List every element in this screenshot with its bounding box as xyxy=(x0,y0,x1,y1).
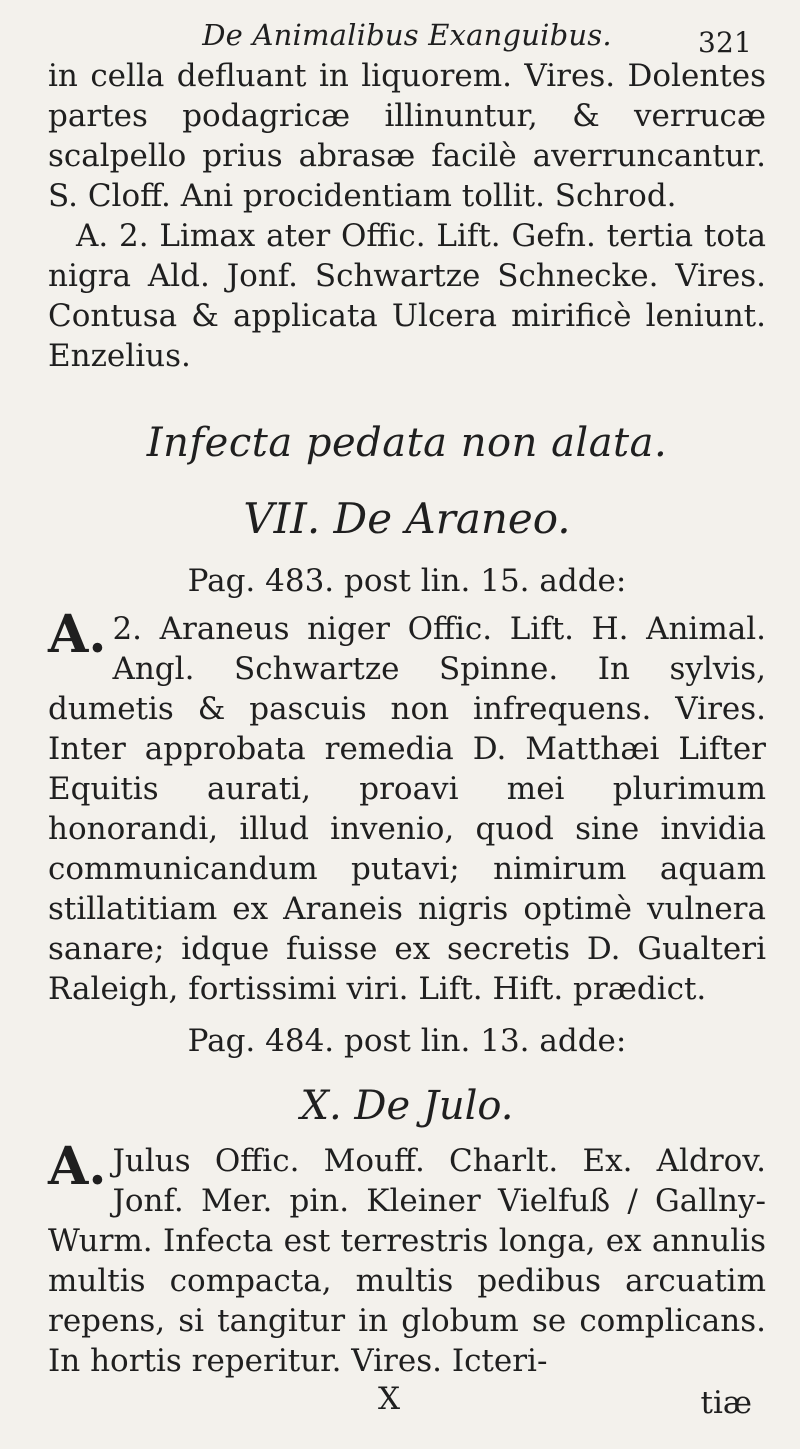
paragraph-julus-text: Julus Offic. Mouff. Charlt. Ex. Aldrov. Jonf. Mer. pin. Kleiner Vielfuß / Gallny-Wurm. Infecta est terrestris longa, ex annulis multis compacta, multis pedibus arcuatim repens, si tangitur in globum se complicans. In hortis reperitur. Vires. Icteri- xyxy=(48,1143,766,1379)
page-reference-484: Pag. 484. post lin. 13. adde: xyxy=(187,1023,627,1059)
catchword: tiæ xyxy=(700,1385,752,1421)
page-reference-483: Pag. 483. post lin. 15. adde: xyxy=(187,563,627,599)
paragraph-verrucae: in cella defluant in liquorem. Vires. Dolentes partes podagricæ illinuntur, & verrucæ scalpello prius abrasæ facilè averruncantur. S. Cloff. Ani procidentiam tollit. Schrod. xyxy=(48,58,766,214)
chapter-heading-julo: X. De Julo. xyxy=(300,1083,514,1129)
chapter-heading-araneo: VII. De Araneo. xyxy=(243,494,571,543)
paragraph-limax: A. 2. Limax ater Offic. Lift. Gefn. tertia tota nigra Ald. Jonf. Schwartze Schnecke. Vires. Contusa & applicata Ulcera mirificè leniunt. Enzelius. xyxy=(48,218,766,374)
running-title: De Animalibus Exanguibus. xyxy=(202,18,612,52)
paragraph-araneus xyxy=(48,604,766,1009)
paragraph-julus xyxy=(48,1136,766,1381)
initial-letter: A. xyxy=(48,604,107,665)
page-footer xyxy=(48,1381,766,1421)
initial-letter: A. xyxy=(48,1136,107,1197)
section-heading-insecta: Infecta pedata non alata. xyxy=(146,420,668,466)
paragraph-araneus-text: 2. Araneus niger Offic. Lift. H. Animal. Angl. Schwartze Spinne. In sylvis, dumetis & pascuis non infrequens. Vires. Inter approbata remedia D. Matthæi Lifter Equitis aurati, proavi mei plurimum honorandi, illud invenio, quod sine invidia communicandum putavi; nimirum aquam stillatitiam ex Araneis nigris optimè vulnera sanare; idque fuisse ex secretis D. Gualteri Raleigh, fortissimi viri. Lift. Hift. prædict. xyxy=(48,611,766,1007)
page-header xyxy=(48,18,766,59)
signature-mark: X xyxy=(378,1381,401,1417)
page-number: 321 xyxy=(697,26,752,59)
